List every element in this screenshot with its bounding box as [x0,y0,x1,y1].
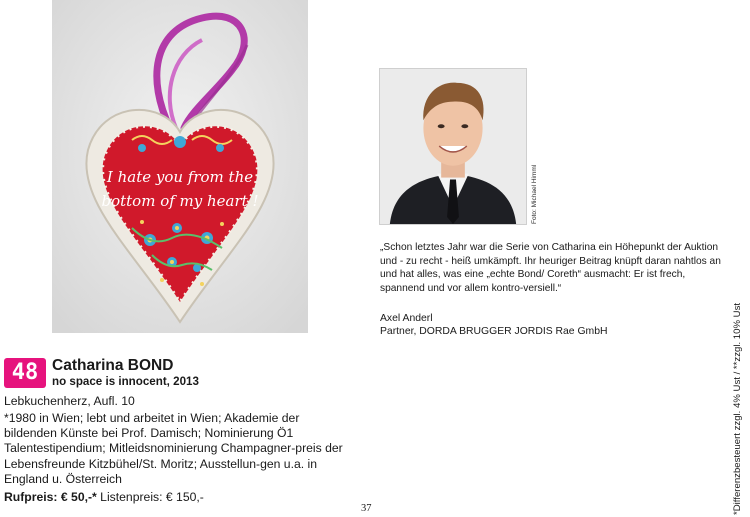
list-price: Listenpreis: € 150,- [96,490,204,504]
tax-footnote: *Differenzbesteuert zzgl. 4% Ust / **zzgl. 10% Ust [732,302,743,515]
lot-number-badge: 48 [4,358,46,388]
testimonial-quote: „Schon letztes Jahr war die Serie von Catharina ein Höhepunkt der Auktion und - zu recht - heiß umkämpft. Ihr heuriger Beitrag knüpft daran nahtlos an und hat alles, was eine „echte Bond/ Coreth“ ausmacht: Er ist frech, spannend und vor allem kontro-versiell.“ [380,242,721,294]
heart-text-line1: I hate you from the [106,168,254,186]
quote-author-role: Partner, DORDA BRUGGER JORDIS Rae GmbH [380,326,608,337]
gingerbread-heart-image [52,0,308,333]
portrait-photo [379,68,527,225]
artist-biography: *1980 in Wien; lebt und arbeitet in Wien; Akademie der bildenden Künste bei Prof. Damisch; Nominierung Ö1 Talentestipendium; Mitleidsnominierung Champagner-preis der Lebensfreunde Kitzbühel/St. Moritz; Ausstellun-gen u.a. in England u. Österreich [4,411,343,486]
artist-name: Catharina BOND [52,357,174,374]
starting-price: Rufpreis: € 50,-* [4,490,97,504]
artwork-title: no space is innocent, 2013 [52,375,199,388]
photo-credit: Foto: Michael Himml [531,164,538,224]
person-portrait-image [380,69,526,224]
artwork-image [52,0,308,333]
price-line [4,490,204,505]
heart-text-line2: bottom of my heart ! [101,192,259,210]
quote-author: Axel Anderl [380,313,433,324]
artwork-medium: Lebkuchenherz, Aufl. 10 [4,394,135,408]
page-number: 37 [361,503,372,514]
